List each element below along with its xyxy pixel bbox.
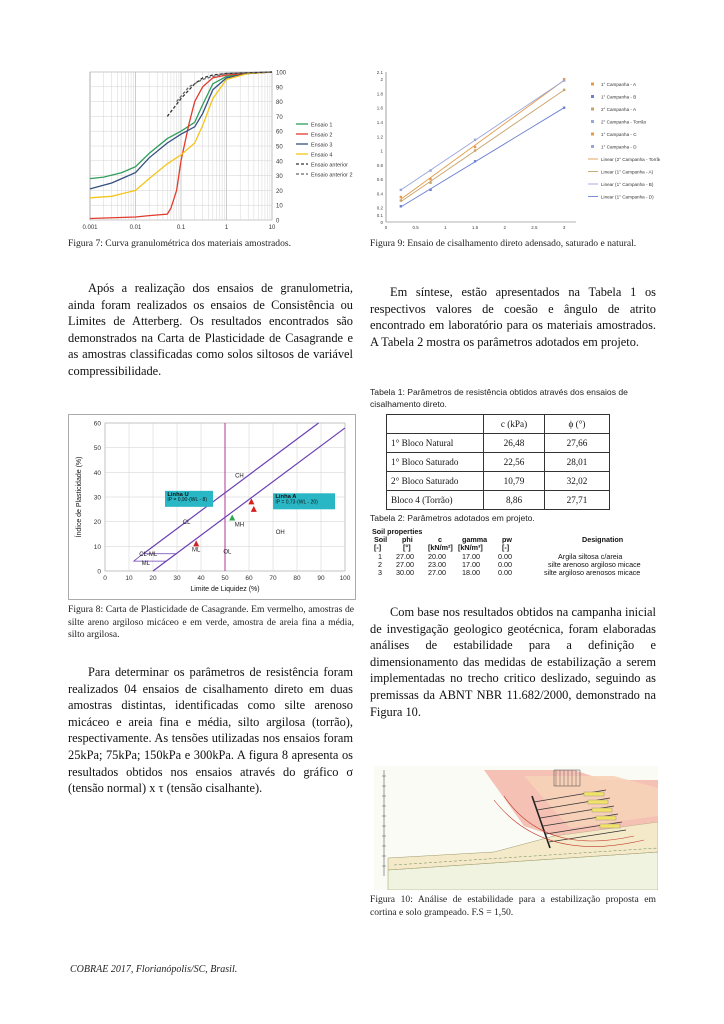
table-2-cell: 23.00 xyxy=(428,560,446,569)
table-cell: 1° Bloco Saturado xyxy=(387,453,484,472)
table-2-cell: silte argiloso arenosos micace xyxy=(544,568,641,577)
y-tick-label: 1.2 xyxy=(376,134,383,140)
legend-label: 1° Campanha - D xyxy=(601,144,637,150)
table-cell: 28,01 xyxy=(545,453,610,472)
legend-label: Ensaio 4 xyxy=(311,152,333,159)
figure-9-caption: Figura 9: Ensaio de cisalhamento direto adensado, saturado e natural. xyxy=(370,238,637,249)
x-tick-label: 1 xyxy=(224,225,229,231)
plasticity-chart-svg xyxy=(69,415,355,599)
y-tick-label: 0 xyxy=(276,218,280,225)
x-axis-label: Limite de Liquidez (%) xyxy=(190,586,260,593)
table-row xyxy=(387,415,610,434)
table-cell: 26,48 xyxy=(484,434,545,453)
table-2-header: gamma xyxy=(462,535,488,544)
data-point xyxy=(429,169,431,171)
y-tick-label: 100 xyxy=(276,70,287,77)
y-tick-label: 30 xyxy=(276,174,283,181)
table-2 xyxy=(372,528,662,584)
x-tick-label: 1.5 xyxy=(471,225,479,230)
y-tick-label: 20 xyxy=(93,519,101,527)
data-point xyxy=(474,160,476,162)
x-tick-label: 90 xyxy=(317,575,325,582)
figure-10-stability-analysis xyxy=(374,766,658,890)
y-tick-label: 0.1 xyxy=(376,212,383,218)
data-point xyxy=(400,189,402,191)
table-cell: 10,79 xyxy=(484,472,545,491)
y-tick-label: 60 xyxy=(93,420,101,428)
y-tick-label: 70 xyxy=(276,114,283,121)
table-2-cell: 1 xyxy=(378,552,382,561)
table-2-header: [-] xyxy=(374,543,382,552)
granulometric-chart-svg xyxy=(68,66,364,238)
legend-label: Linear (2° Campanha - Torrão) xyxy=(601,157,660,162)
x-tick-label: 60 xyxy=(245,575,253,582)
y-tick-label: 40 xyxy=(276,159,283,166)
table-1-grid xyxy=(386,414,610,510)
figure-9-shear-chart xyxy=(370,66,660,238)
y-axis-label: Índice de Plasticidade (%) xyxy=(76,456,83,538)
zone-label: CL-ML xyxy=(139,552,158,559)
data-point xyxy=(400,205,402,207)
x-tick-label: 0 xyxy=(103,575,107,582)
table-header-cell xyxy=(387,415,484,434)
table-2-cell: 3 xyxy=(378,568,382,577)
trend-line xyxy=(401,80,564,199)
data-point xyxy=(563,107,565,109)
table-cell: 8,86 xyxy=(484,491,545,510)
figure-8-plasticity-chart xyxy=(68,414,356,600)
table-2-header: Soil xyxy=(374,535,388,544)
table-2-cell: 17.00 xyxy=(462,552,480,561)
y-tick-label: 10 xyxy=(93,543,101,551)
paragraph-shear-tests: Para determinar os parâmetros de resistência foram realizados 04 ensaios de cisalhamento direto em duas amostras distintas, identificadas como silte arenoso micáceo e areia fina e média, silto argilosa (torrão), respectivamente. As tensões utilizadas nos ensaios foram 25kPa; 75kPa; 150kPa e 300kPa. A figura 8 apresenta os resultados obtidos nos ensaios através do gráfico σ (tensão normal) x τ (tensão cisalhante). xyxy=(68,665,353,796)
legend-label: 1° Campanha - B xyxy=(601,94,637,100)
table-2-header: [°] xyxy=(403,543,411,552)
legend-label: Ensaio 1 xyxy=(311,122,333,129)
legend-label: 1° Campanha - C xyxy=(601,132,637,137)
table-2-cell: 20.00 xyxy=(428,552,446,561)
paragraph-atterberg: Após a realização dos ensaios de granulometria, ainda foram realizados os ensaios de Consistência ou Limites de Atterberg. Os resultados encontrados são demonstrados na Carta de Plasticidade de Casagrande e as amostras classificadas como solos siltosos de variável compressibilidade. xyxy=(68,281,353,378)
table-header-cell: ϕ (°) xyxy=(545,415,610,434)
table-2-header: [-] xyxy=(502,543,510,552)
shear-chart-svg xyxy=(370,66,660,238)
page-footer: COBRAE 2017, Florianópolis/SC, Brasil. xyxy=(70,964,238,975)
data-point xyxy=(563,79,565,81)
zone-label: ML xyxy=(141,560,150,567)
y-tick-label: 1.8 xyxy=(376,91,383,97)
y-tick-label: 0.2 xyxy=(376,205,383,211)
y-tick-label: 60 xyxy=(276,129,283,136)
table-2-cell: 27.00 xyxy=(396,552,414,561)
linha-a-title: Linha A xyxy=(275,494,297,501)
y-tick-label: 50 xyxy=(93,445,101,453)
table-2-header: phi xyxy=(402,535,413,544)
legend-label: Ensaio 2 xyxy=(311,132,333,139)
table-2-cell: 0.00 xyxy=(498,552,512,561)
x-tick-label: 3 xyxy=(562,225,566,230)
x-tick-label: 40 xyxy=(197,575,205,582)
y-tick-label: 80 xyxy=(276,100,283,107)
legend-marker xyxy=(591,83,594,86)
trend-line xyxy=(401,90,564,202)
y-tick-label: 2.1 xyxy=(376,70,383,75)
x-tick-label: 0.5 xyxy=(412,225,419,230)
legend-marker xyxy=(591,133,594,136)
data-point xyxy=(429,189,431,191)
legend-marker xyxy=(591,108,594,111)
table-2-header: c xyxy=(438,535,442,544)
table-row xyxy=(387,491,610,510)
data-point xyxy=(429,178,431,180)
x-tick-label: 30 xyxy=(173,575,181,582)
table-2-header: [kN/m³] xyxy=(458,543,483,552)
legend-label: Linear (1° Campanha - A) xyxy=(601,169,654,175)
x-tick-label: 10 xyxy=(125,575,133,582)
table-2-cell: 2 xyxy=(378,560,382,569)
zone-label: OL xyxy=(223,549,232,556)
x-tick-label: 2.5 xyxy=(531,225,538,230)
table-cell: 1° Bloco Natural xyxy=(387,434,484,453)
x-tick-label: 0.1 xyxy=(176,225,186,231)
y-tick-label: 2 xyxy=(380,77,383,83)
y-tick-label: 0.6 xyxy=(376,177,383,183)
legend-marker xyxy=(591,95,594,98)
table-2-cell: 0.00 xyxy=(498,568,512,577)
table-cell: 27,71 xyxy=(545,491,610,510)
trend-line xyxy=(401,80,564,190)
table-2-cell: 27.00 xyxy=(396,560,414,569)
y-tick-label: 10 xyxy=(276,203,283,210)
x-tick-label: 70 xyxy=(269,575,277,582)
x-tick-label: 20 xyxy=(149,575,157,582)
data-point xyxy=(474,149,476,151)
x-tick-label: 80 xyxy=(293,575,301,582)
linha-a-equation: IP = 0,73·(WL - 20) xyxy=(275,499,318,506)
table-2-caption: Tabela 2: Parâmetros adotados em projeto. xyxy=(370,513,535,523)
table-cell: 32,02 xyxy=(545,472,610,491)
y-tick-label: 0 xyxy=(97,568,101,576)
x-tick-label: 1 xyxy=(444,225,447,230)
linha-u-equation: IP = 0,90·(WL - 8) xyxy=(167,497,208,504)
table-cell: 22,56 xyxy=(484,453,545,472)
figure-10-caption: Figura 10: Análise de estabilidade para a estabilização proposta em cortina e solo grampeado. F.S = 1,50. xyxy=(370,894,656,918)
y-tick-label: 0.8 xyxy=(376,162,383,168)
table-2-cell: Argila siltosa c/areia xyxy=(558,552,623,561)
table-row xyxy=(387,434,610,453)
table-row xyxy=(387,472,610,491)
data-point xyxy=(400,199,402,201)
legend-label: Linear (1° Campanha - B) xyxy=(601,182,654,187)
figure-8-caption: Figura 8: Carta de Plasticidade de Casagrande. Em vermelho, amostras de silte areno argiloso micáceo e em verde, amostra de areia fina a média, silto argilosa. xyxy=(68,604,354,640)
legend-label: 2° Campanha - Torrão xyxy=(601,119,647,125)
table-2-cell: 17.00 xyxy=(462,560,480,569)
legend-marker xyxy=(591,120,594,123)
table-2-title: Soil properties xyxy=(372,527,423,536)
trend-line xyxy=(401,108,564,207)
table-cell: 27,66 xyxy=(545,434,610,453)
paragraph-summary: Em síntese, estão apresentados na Tabela 1 os respectivos valores de coesão e ângulo de atrito encontrado em laboratório para os materiais amostrados. A Tabela 2 mostra os parâmetros adotados em projeto. xyxy=(370,285,656,349)
table-row xyxy=(387,453,610,472)
table-2-cell: 27.00 xyxy=(428,568,446,577)
data-point xyxy=(474,146,476,148)
table-2-cell: silte arenoso argiloso micace xyxy=(548,560,641,569)
table-2-cell: 0.00 xyxy=(498,560,512,569)
zone-label: OH xyxy=(275,530,285,536)
table-header-cell: c (kPa) xyxy=(484,415,545,434)
legend-label: 2° Campanha - A xyxy=(601,107,637,112)
zone-label: CL xyxy=(182,520,191,527)
zone-label: CH xyxy=(235,473,244,480)
data-point xyxy=(400,196,402,198)
y-tick-label: 1.4 xyxy=(376,120,383,125)
legend-marker xyxy=(591,145,594,148)
legend-label: Ensaio 3 xyxy=(311,142,333,149)
table-2-header: Designation xyxy=(582,535,624,544)
x-tick-label: 100 xyxy=(339,575,351,582)
y-tick-label: 0 xyxy=(380,220,383,225)
table-cell: Bloco 4 (Torrão) xyxy=(387,491,484,510)
data-point xyxy=(429,182,431,184)
y-tick-label: 50 xyxy=(276,144,283,151)
zone-label: ML xyxy=(192,547,201,554)
x-tick-label: 50 xyxy=(221,575,229,582)
table-1-caption: Tabela 1: Parâmetros de resistência obtidos através dos ensaios de cisalhamento direto. xyxy=(370,387,628,409)
y-tick-label: 1 xyxy=(380,148,383,154)
x-tick-label: 0 xyxy=(384,225,388,230)
data-point xyxy=(563,89,565,91)
table-2-cell: 30.00 xyxy=(396,568,414,577)
data-point xyxy=(474,139,476,141)
y-tick-label: 1.6 xyxy=(376,105,383,111)
y-tick-label: 30 xyxy=(93,494,101,502)
table-2-header: pw xyxy=(502,535,512,544)
zone-label: MH xyxy=(234,522,245,529)
stability-analysis-drawing xyxy=(374,766,658,890)
figure-7-granulometric-chart xyxy=(68,66,364,238)
paragraph-stability: Com base nos resultados obtidos na campanha inicial de investigação geologico geotécnica, foram elaboradas análises de estabilidade para a definição e dimensionamento das medidas de estabilização a serem implementadas no trecho critico deslizado, seguindo as premissas da ABNT NBR 11.682/2000, demonstrado na Figura 10. xyxy=(370,605,656,719)
legend-label: Linear (1° Campanha - D) xyxy=(601,194,654,200)
legend-label: Ensaio anterior 2 xyxy=(311,172,353,179)
figure-7-caption: Figura 7: Curva granulométrica dos materiais amostrados. xyxy=(68,238,291,249)
x-tick-label: 2 xyxy=(503,225,507,230)
y-tick-label: 20 xyxy=(276,188,283,195)
x-tick-label: 10 xyxy=(268,225,276,231)
table-2-cell: 18.00 xyxy=(462,568,480,577)
y-tick-label: 0.4 xyxy=(376,191,383,197)
table-1 xyxy=(386,414,610,510)
legend-label: Ensaio anterior xyxy=(311,162,348,169)
y-tick-label: 90 xyxy=(276,85,283,92)
linha-u-title: Linha U xyxy=(167,491,189,498)
y-tick-label: 40 xyxy=(93,469,101,477)
legend-label: 1° Campanha - A xyxy=(601,82,637,87)
table-2-header: [kN/m²] xyxy=(428,543,453,552)
x-tick-label: 0.001 xyxy=(82,225,98,231)
table-cell: 2° Bloco Saturado xyxy=(387,472,484,491)
x-tick-label: 0.01 xyxy=(129,225,142,231)
